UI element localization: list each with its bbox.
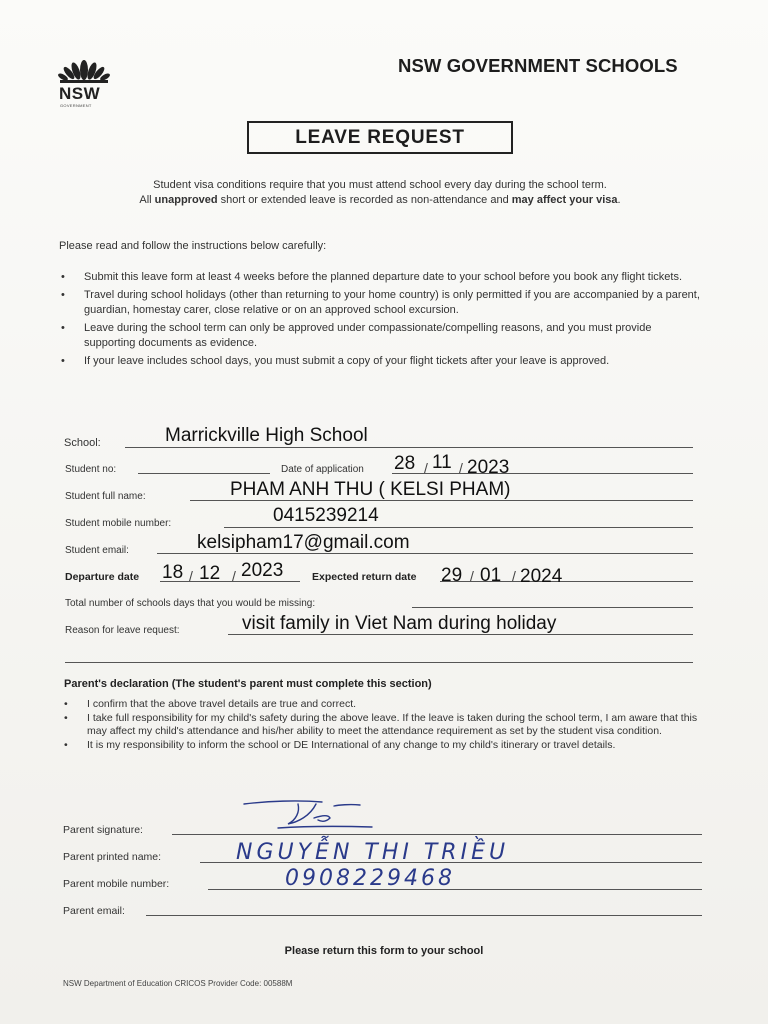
date-separator: / (232, 568, 236, 584)
instruction-item: • Leave during the school term can only be approved under compassionate/compelling reasons, and you must provide supporting documents as evidence. (60, 321, 700, 351)
date-of-application-day[interactable]: 28 (394, 453, 416, 474)
declaration-item: • I take full responsibility for my child's safety during the above leave. If the leave is taken during the school term, I am aware that this may affect my child's attendance and his/her ability to meet the attendance requirement as set by the student visa condition. (63, 712, 703, 739)
parent-email-label: Parent email: (63, 905, 125, 917)
parent-signature-label: Parent signature: (63, 824, 143, 836)
reason-line-2 (65, 662, 693, 663)
return-date-label: Expected return date (312, 571, 417, 583)
return-month[interactable]: 01 (480, 565, 502, 586)
date-separator: / (189, 568, 193, 584)
cricos-code: NSW Department of Education CRICOS Provider Code: 00588M (63, 979, 293, 988)
instructions-list (60, 270, 700, 372)
logo-text: NSW (59, 84, 101, 103)
days-missing-field[interactable] (412, 607, 693, 608)
waratah-icon (56, 56, 112, 84)
student-mobile-field[interactable]: 0415239214 (273, 505, 379, 526)
instruction-item: • If your leave includes school days, you must submit a copy of your flight tickets after your leave is approved. (60, 354, 700, 369)
date-separator: / (424, 460, 428, 476)
parent-printed-name-field[interactable]: NGUYỄN THI TRIỀU (236, 840, 510, 865)
return-year[interactable]: 2024 (520, 566, 563, 587)
date-of-application-label: Date of application (281, 464, 364, 475)
instruction-item: • Submit this leave form at least 4 weeks before the planned departure date to your school before you book any flight tickets. (60, 270, 700, 285)
school-field[interactable]: Marrickville High School (165, 425, 368, 446)
brand-title: NSW GOVERNMENT SCHOOLS (398, 55, 678, 76)
full-name-field[interactable]: PHAM ANH THU ( KELSI PHAM) (230, 479, 511, 500)
parent-mobile-field[interactable]: 0908229468 (285, 866, 455, 891)
student-no-field[interactable] (138, 473, 270, 474)
school-line (125, 447, 693, 448)
nsw-logo (56, 56, 116, 116)
instructions-heading: Please read and follow the instructions below carefully: (59, 240, 327, 252)
return-note: Please return this form to your school (284, 945, 484, 957)
departure-month[interactable]: 12 (199, 563, 221, 584)
logo-subtext: GOVERNMENT (60, 103, 92, 108)
parent-email-field[interactable] (146, 915, 702, 916)
date-of-application-year[interactable]: 2023 (467, 457, 510, 478)
declaration-item: • I confirm that the above travel details are true and correct. (63, 698, 703, 712)
student-email-field[interactable]: kelsipham17@gmail.com (197, 532, 410, 553)
intro-text (60, 178, 700, 208)
departure-date-label: Departure date (65, 571, 140, 583)
reason-field[interactable]: visit family in Viet Nam during holiday (242, 613, 557, 634)
intro-line-2: All unapproved short or extended leave is recorded as non-attendance and may affect your visa. (139, 194, 621, 206)
reason-label: Reason for leave request: (65, 625, 180, 636)
date-of-application-month[interactable]: 11 (432, 452, 452, 473)
student-mobile-line (224, 527, 693, 528)
form-title: LEAVE REQUEST (247, 121, 513, 154)
parent-mobile-label: Parent mobile number: (63, 878, 170, 890)
departure-day[interactable]: 18 (162, 562, 184, 583)
student-email-label: Student email: (65, 545, 129, 556)
parent-printed-name-label: Parent printed name: (63, 851, 162, 863)
days-missing-label: Total number of schools days that you would be missing: (65, 598, 316, 609)
declaration-item: • It is my responsibility to inform the school or DE International of any change to my child's itinerary or travel details. (63, 739, 703, 753)
parent-mobile-line (208, 889, 702, 890)
return-day[interactable]: 29 (441, 565, 463, 586)
date-separator: / (459, 460, 463, 476)
date-separator: / (512, 568, 516, 584)
date-separator: / (470, 568, 474, 584)
parent-signature[interactable] (238, 792, 378, 838)
declaration-heading: Parent's declaration (The student's parent must complete this section) (64, 678, 432, 690)
return-date-line (440, 581, 693, 582)
departure-year[interactable]: 2023 (241, 560, 284, 581)
full-name-label: Student full name: (65, 491, 146, 502)
instruction-item: • Travel during school holidays (other than returning to your home country) is only permitted if you are accompanied by a parent, guardian, homestay carer, close relative or on an approved school excursion. (60, 288, 700, 318)
intro-line-1: Student visa conditions require that you must attend school every day during the school term. (153, 179, 607, 191)
declaration-list (63, 698, 703, 752)
student-no-label: Student no: (65, 464, 117, 475)
student-mobile-label: Student mobile number: (65, 518, 172, 529)
school-label: School: (64, 437, 101, 449)
